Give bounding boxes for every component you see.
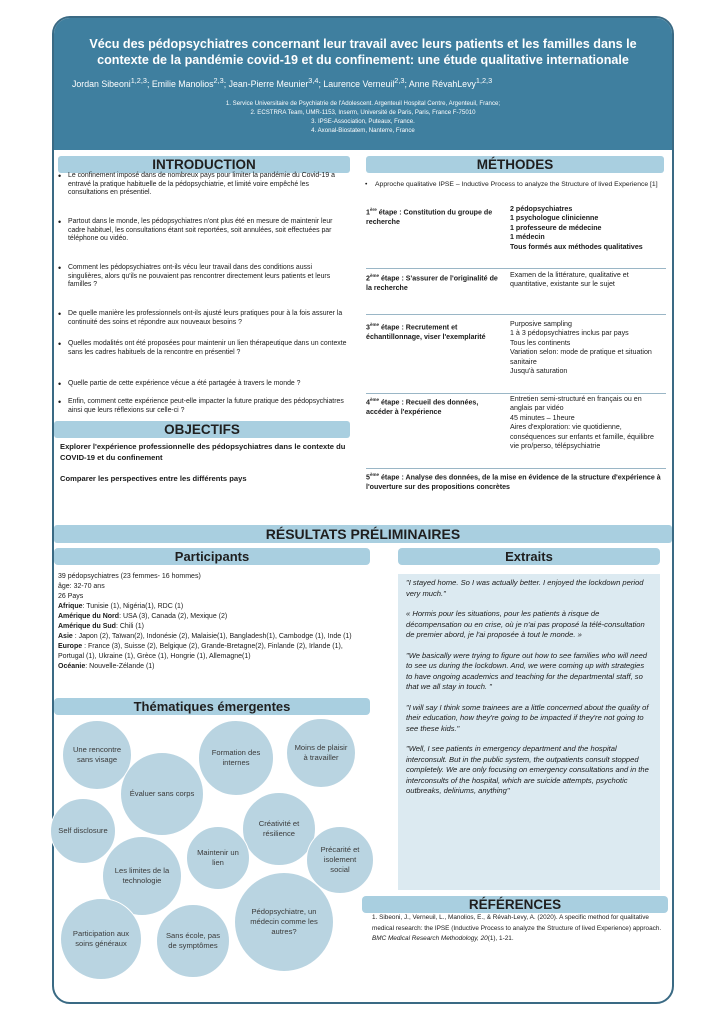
theme-bubble: Pédopsychiatre, un médecin comme les autres? xyxy=(234,872,334,972)
method-step-3 xyxy=(366,320,670,392)
step-divider xyxy=(366,468,666,469)
objectifs-title: OBJECTIFS xyxy=(54,421,350,438)
step-label: 1ère étape : Constitution du groupe de recherche xyxy=(366,207,493,226)
poster-header xyxy=(54,18,672,150)
theme-bubble: Évaluer sans corps xyxy=(120,752,204,836)
participants-summary: 26 Pays xyxy=(58,593,84,600)
extraits-box xyxy=(398,574,660,890)
introduction-title: INTRODUCTION xyxy=(58,156,350,173)
affiliation-3: 3. IPSE-Association, Puteaux, France. xyxy=(311,117,415,125)
methodes-approach: • Approche qualitative IPSE – Inductive Process to analyze the Structure of lived Experience [1] xyxy=(365,180,665,189)
step-divider xyxy=(366,268,666,269)
quote: "I will say I think some trainees are a little concerned about the quality of their education, how they're going to be impacted if they're not going to see these kids." xyxy=(406,702,649,733)
affiliation-1: 1. Service Universitaire de Psychiatrie de l'Adolescent. Argenteuil Hospital Centre, Argenteuil, France; xyxy=(225,99,501,107)
introduction-bullets xyxy=(58,172,348,422)
intro-bullet: • Partout dans le monde, les pédopsychiatres n'ont plus été en mesure de maintenir leur cadre habituel, les consultations étant soit reportées, soit annulées, soit effectuées par téléphone ou vidéo. xyxy=(58,218,348,264)
step-value: Examen de la littérature, qualitative et quantitative, existante sur le sujet xyxy=(510,271,629,289)
participants-summary: 39 pédopsychiatres (23 femmes- 16 hommes) xyxy=(58,573,201,580)
references-title: RÉFÉRENCES xyxy=(362,896,668,913)
participants-summary: âge: 32-70 ans xyxy=(58,583,105,590)
region-line: Amérique du Sud: Chili (1) xyxy=(58,623,144,630)
step-label: 2ème étape : S'assurer de l'originalité de la recherche xyxy=(366,273,498,292)
participants-block xyxy=(58,572,368,672)
objectifs-list xyxy=(60,441,350,484)
method-step-1 xyxy=(366,205,670,267)
poster-title: Vécu des pédopsychiatres concernant leur travail avec leurs patients et les familles dans le contexte de la pandémie covid-19 et du confinement: une étude qualitative internationale xyxy=(89,37,637,67)
affiliation-4: 4. Axonal-Biostatem, Nanterre, France xyxy=(311,126,415,134)
quote: "I stayed home. So I was actually better. I enjoyed the lockdown period very much." xyxy=(406,578,644,598)
resultats-title: RÉSULTATS PRÉLIMINAIRES xyxy=(54,525,672,543)
region-line: Amérique du Nord: USA (3), Canada (2), Mexique (2) xyxy=(58,613,228,620)
intro-bullet: • De quelle manière les professionnels ont-ils ajusté leurs pratiques pour à la fois assurer la continuité des soins et répondre aux nouveaux besoins ? xyxy=(58,310,348,340)
theme-bubble: Les limites de la technologie xyxy=(102,836,182,916)
step-value: Entretien semi-structuré en français ou en anglais par vidéo 45 minutes – 1heure Aires d'exploration: vie quotidienne, conséquences sur enfants et famille, équilibre vie pro/perso, télépsychiatrie xyxy=(510,395,654,451)
intro-bullet: • Quelle partie de cette expérience vécue a été partagée à travers le monde ? xyxy=(58,380,348,398)
theme-bubble: Moins de plaisir à travailler xyxy=(286,718,356,788)
theme-bubble: Maintenir un lien xyxy=(186,826,250,890)
intro-bullet: • Comment les pédopsychiatres ont-ils vécu leur travail dans des conditions aussi singulières, alors qu'ils ne pouvaient pas rencontrer directement leurs patients et leurs familles ? xyxy=(58,264,348,310)
method-step-4 xyxy=(366,395,670,465)
quote: "Well, I see patients in emergency department and the hospital interconsult. But in the public system, the outpatients consult stopped completely. We are only focusing on emergency consultations and in the interconsults of the hospital, which are suicide attempts, psychotic outbreaks, deliriums, anything" xyxy=(406,744,649,795)
theme-bubble: Créativité et résilience xyxy=(242,792,316,866)
author-list: Jordan Sibeoni$^{1,2,3}$; Emilie Manolios$^{2,3}$; Jean-Pierre Meunier$^{3,4}$; Laurence Verneuil$^{2,3}$; Anne RévahLevy$^{1,2,3}$ xyxy=(72,76,493,89)
theme-bubble: Self disclosure xyxy=(50,798,116,864)
intro-bullet: • Enfin, comment cette expérience peut-elle impacter la future pratique des pédopsychiatres ainsi que leurs réflexions sur celle-ci ? xyxy=(58,398,348,422)
intro-bullet: • Le confinement imposé dans de nombreux pays pour limiter la pandémie du Covid-19 a entravé la pratique habituelle de la pédopsychiatrie, et limité voire empêché les consultations en présentiel. xyxy=(58,172,348,218)
objectif-item: Explorer l'expérience professionnelle des pédopsychiatres dans le contexte du COVID-19 et du confinement xyxy=(60,442,346,462)
method-step-5: 5ème étape : Analyse des données, de la mise en évidence de la structure d'expérience à l'ouverture sur des propositions concrètes xyxy=(366,472,661,492)
affiliation-2: 2. ECSTRRA Team, UMR-1153, Inserm, Université de Paris, Paris, France F-75010 xyxy=(250,108,476,116)
quote: « Hormis pour les situations, pour les patients à risque de décompensation ou en crise, où je n'ai pas proposé la télé-consultation de premier abord, je l'ai proposée à tout le monde. » xyxy=(406,609,645,639)
extraits-title: Extraits xyxy=(398,548,660,565)
step-label: 3ème étape : Recrutement et échantillonnage, viser l'exemplarité xyxy=(366,322,486,341)
reference-entry: 1. Sibeoni, J., Verneuil, L., Manolios, E., & Révah-Levy, A. (2020). A specific method for qualitative medical research: the IPSE (Inductive Process to analyze the Structure of lived Experience) approach. BMC Medical Research Methodology, 20(1), 1-21. xyxy=(372,914,662,943)
theme-bubble: Participation aux soins généraux xyxy=(60,898,142,980)
region-line: Europe : France (3), Suisse (2), Belgique (2), Grande-Bretagne(2), Finlande (2), Irlande (1), Portugal (1), Ukraine (1), Grèce (1), Hongrie (1), Allemagne(1) xyxy=(58,643,343,660)
step-divider xyxy=(366,393,666,394)
step-value: Purposive sampling 1 à 3 pédopsychiatres inclus par pays Tous les continents Variation selon: mode de pratique et situation sanitaire Jusqu'à saturation xyxy=(510,320,652,376)
step-label: 4ème étape : Recueil des données, accéder à l'expérience xyxy=(366,397,479,416)
step-divider xyxy=(366,314,666,315)
methodes-title: MÉTHODES xyxy=(366,156,664,173)
region-line: Océanie: Nouvelle-Zélande (1) xyxy=(58,663,155,670)
thematiques-title: Thématiques émergentes xyxy=(54,698,370,715)
quote: "We basically were trying to figure out how to see families who will need to see us during the lockdown. And, we were coming up with strategies to have ongoing academics and teaching for the departmental staff, so that we all stay in touch. " xyxy=(406,650,648,691)
objectif-item: Comparer les perspectives entre les différents pays xyxy=(60,474,247,483)
theme-bubble: Précarité et isolement social xyxy=(306,826,374,894)
region-line: Asie : Japon (2), Taïwan(2), Indonésie (2), Malaisie(1), Bangladesh(1), Cambodge (1), Inde (1) xyxy=(58,633,352,640)
step-value: 2 pédopsychiatres 1 psychologue clinicienne 1 professeure de médecine 1 médecin Tous formés aux méthodes qualitatives xyxy=(510,205,643,251)
region-line: Afrique: Tunisie (1), Nigéria(1), RDC (1) xyxy=(58,603,184,610)
affiliations xyxy=(54,99,672,135)
method-step-2 xyxy=(366,271,670,315)
theme-bubble: Une rencontre sans visage xyxy=(62,720,132,790)
participants-title: Participants xyxy=(54,548,370,565)
theme-bubble: Formation des internes xyxy=(198,720,274,796)
intro-bullet: • Quelles modalités ont été proposées pour maintenir un lien thérapeutique dans un contexte sans les cadres habituels de la rencontre en présentiel ? xyxy=(58,340,348,380)
theme-bubble: Sans école, pas de symptômes xyxy=(156,904,230,978)
